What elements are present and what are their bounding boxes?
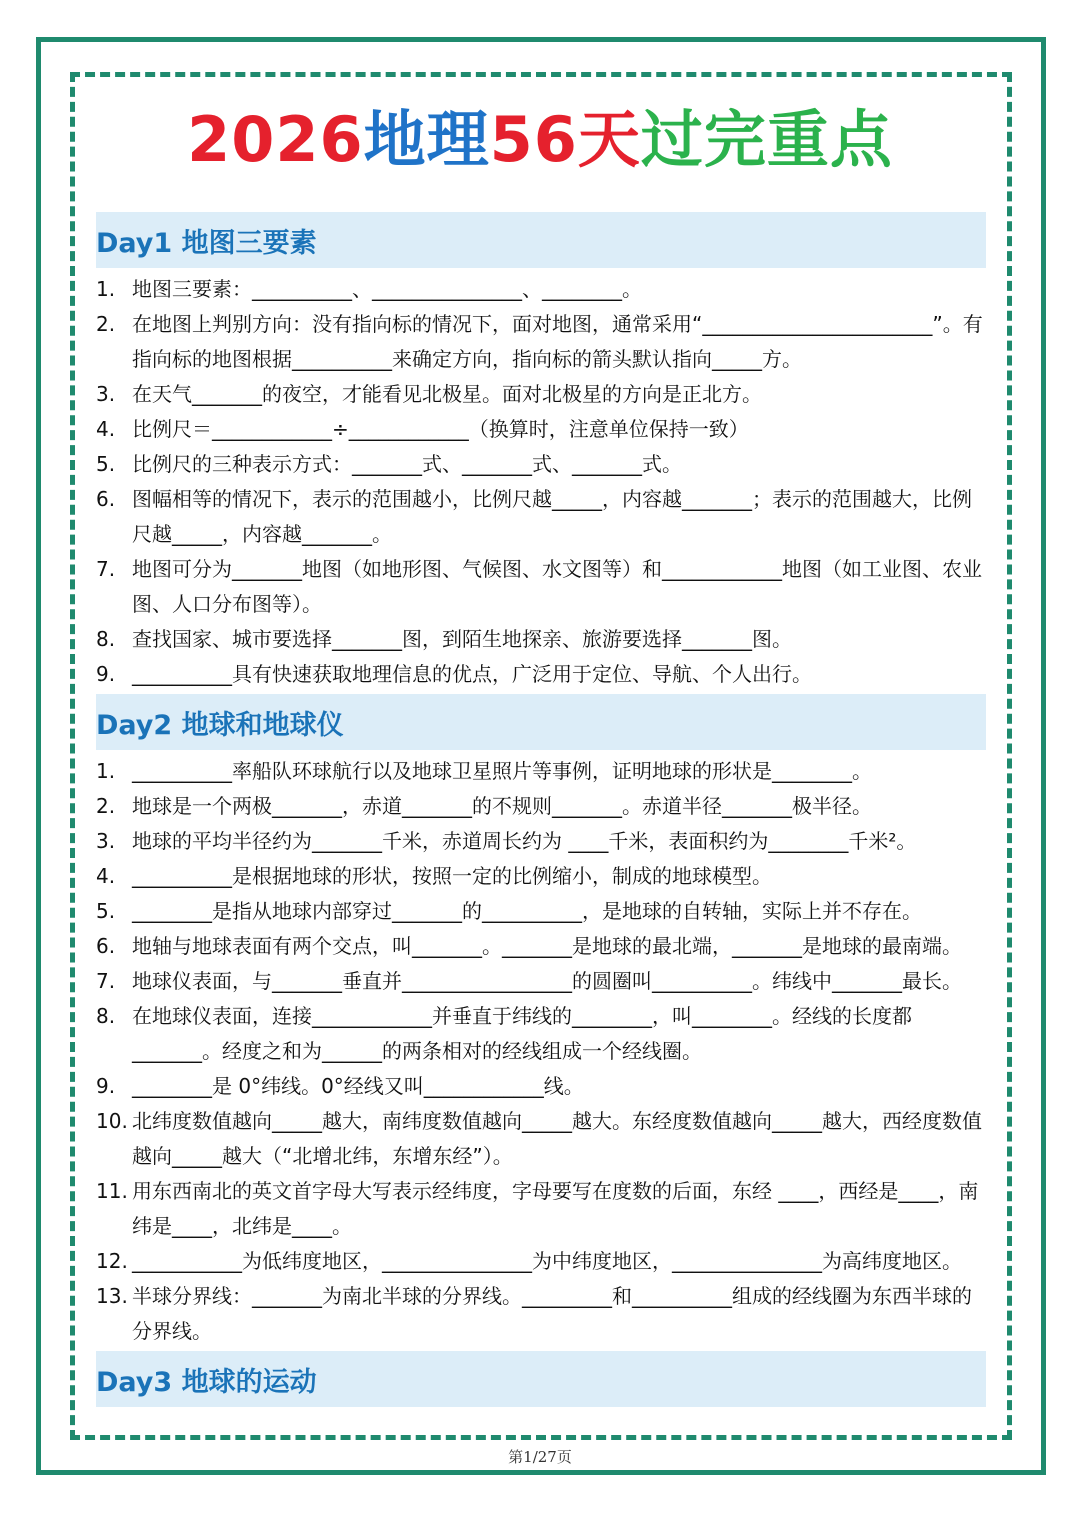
section-header [96, 212, 986, 268]
question-text: 用东西南北的英文首字母大写表示经纬度，字母要写在度数的后面，东经 ____，西经是____，南纬是____，北纬是____。 [132, 1179, 979, 1238]
section-header [96, 694, 986, 750]
question-number: 11. [96, 1179, 128, 1203]
question-text: 地球是一个两极_______，赤道_______的不规则_______。赤道半径_______极半径。 [132, 794, 872, 818]
question-text: 地轴与地球表面有两个交点，叫_______。_______是地球的最北端，_______是地球的最南端。 [132, 934, 962, 958]
question-item [96, 859, 986, 894]
question-text: 图幅相等的情况下，表示的范围越小，比例尺越_____，内容越_______；表示的范围越大，比例尺越_____，内容越_______。 [132, 487, 972, 546]
question-number: 4. [96, 417, 116, 441]
question-text: 在地球仪表面，连接____________并垂直于纬线的________，叫________。经线的长度都_______。经度之和为______的两条相对的经线组成一个经线圈。 [132, 1004, 912, 1063]
question-text: __________是根据地球的形状，按照一定的比例缩小，制成的地球模型。 [132, 864, 772, 888]
section-header-label: Day1 地图三要素 [96, 227, 317, 259]
question-number: 2. [96, 312, 116, 336]
question-item [96, 1174, 986, 1244]
question-text: 比例尺＝____________÷____________（换算时，注意单位保持一致） [132, 417, 749, 441]
question-number: 7. [96, 557, 116, 581]
question-number: 5. [96, 452, 116, 476]
question-item [96, 307, 986, 377]
question-item [96, 894, 986, 929]
question-item [96, 964, 986, 999]
question-item [96, 1244, 986, 1279]
question-number: 3. [96, 829, 116, 853]
question-list [96, 750, 986, 1351]
question-text: __________率船队环球航行以及地球卫星照片等事例，证明地球的形状是________。 [132, 759, 872, 783]
question-number: 1. [96, 759, 116, 783]
question-item [96, 1069, 986, 1104]
question-text: 地图三要素：__________、_______________、________。 [132, 277, 642, 301]
question-text: 在天气_______的夜空，才能看见北极星。面对北极星的方向是正北方。 [132, 382, 762, 406]
question-text: __________具有快速获取地理信息的优点，广泛用于定位、导航、个人出行。 [132, 662, 812, 686]
question-item [96, 1104, 986, 1174]
question-text: 北纬度数值越向_____越大，南纬度数值越向_____越大。东经度数值越向_____越大，西经度数值越向_____越大（“北增北纬，东增东经”）。 [132, 1109, 982, 1168]
question-text: 地图可分为_______地图（如地形图、气候图、水文图等）和____________地图（如工业图、农业图、人口分布图等）。 [132, 557, 982, 616]
question-text: ________是 0°纬线。0°经线又叫____________线。 [132, 1074, 584, 1098]
question-text: 查找国家、城市要选择_______图，到陌生地探亲、旅游要选择_______图。 [132, 627, 792, 651]
question-number: 1. [96, 277, 116, 301]
question-number: 8. [96, 627, 116, 651]
question-list [96, 268, 986, 694]
question-number: 3. [96, 382, 116, 406]
question-item [96, 412, 986, 447]
section-header-label: Day3 地球的运动 [96, 1366, 317, 1398]
question-item [96, 824, 986, 859]
question-text: 地球仪表面，与_______垂直并_________________的圆圈叫__________。纬线中_______最长。 [132, 969, 962, 993]
question-item [96, 999, 986, 1069]
question-text: 半球分界线：_______为南北半球的分界线。_________和__________组成的经线圈为东西半球的分界线。 [132, 1284, 972, 1343]
question-item [96, 272, 986, 307]
question-number: 8. [96, 1004, 116, 1028]
question-item [96, 754, 986, 789]
section-header [96, 1351, 986, 1407]
title-subject: 地理 [363, 103, 490, 176]
question-item [96, 447, 986, 482]
question-number: 12. [96, 1249, 128, 1273]
question-item [96, 1279, 986, 1349]
question-number: 6. [96, 934, 116, 958]
question-text: 地球的平均半径约为_______千米，赤道周长约为 ____千米，表面积约为________千米²。 [132, 829, 917, 853]
question-number: 2. [96, 794, 116, 818]
question-item [96, 622, 986, 657]
title-year: 2026 [187, 103, 364, 176]
title-days: 56天 [489, 103, 641, 176]
question-item [96, 789, 986, 824]
question-item [96, 482, 986, 552]
question-item [96, 929, 986, 964]
title-tail: 过完重点 [640, 103, 893, 176]
worksheet-content [96, 212, 986, 1407]
question-number: 13. [96, 1284, 128, 1308]
question-item [96, 377, 986, 412]
page-number: 第1/27页 [508, 1448, 572, 1466]
question-item [96, 552, 986, 622]
question-number: 6. [96, 487, 116, 511]
question-number: 7. [96, 969, 116, 993]
page-title [0, 100, 1080, 180]
section-header-label: Day2 地球和地球仪 [96, 709, 344, 741]
question-text: 在地图上判别方向：没有指向标的情况下，面对地图，通常采用“_______________________”。有指向标的地图根据__________来确定方向，指向标的箭头默认指向_____方。 [132, 312, 983, 371]
question-number: 10. [96, 1109, 128, 1133]
question-text: 比例尺的三种表示方式：_______式、_______式、_______式。 [132, 452, 682, 476]
question-number: 5. [96, 899, 116, 923]
question-item [96, 657, 986, 692]
question-text: ________是指从地球内部穿过_______的__________，是地球的自转轴，实际上并不存在。 [132, 899, 922, 923]
question-number: 4. [96, 864, 116, 888]
question-text: ___________为低纬度地区，_______________为中纬度地区，_______________为高纬度地区。 [132, 1249, 962, 1273]
question-number: 9. [96, 662, 116, 686]
question-number: 9. [96, 1074, 116, 1098]
